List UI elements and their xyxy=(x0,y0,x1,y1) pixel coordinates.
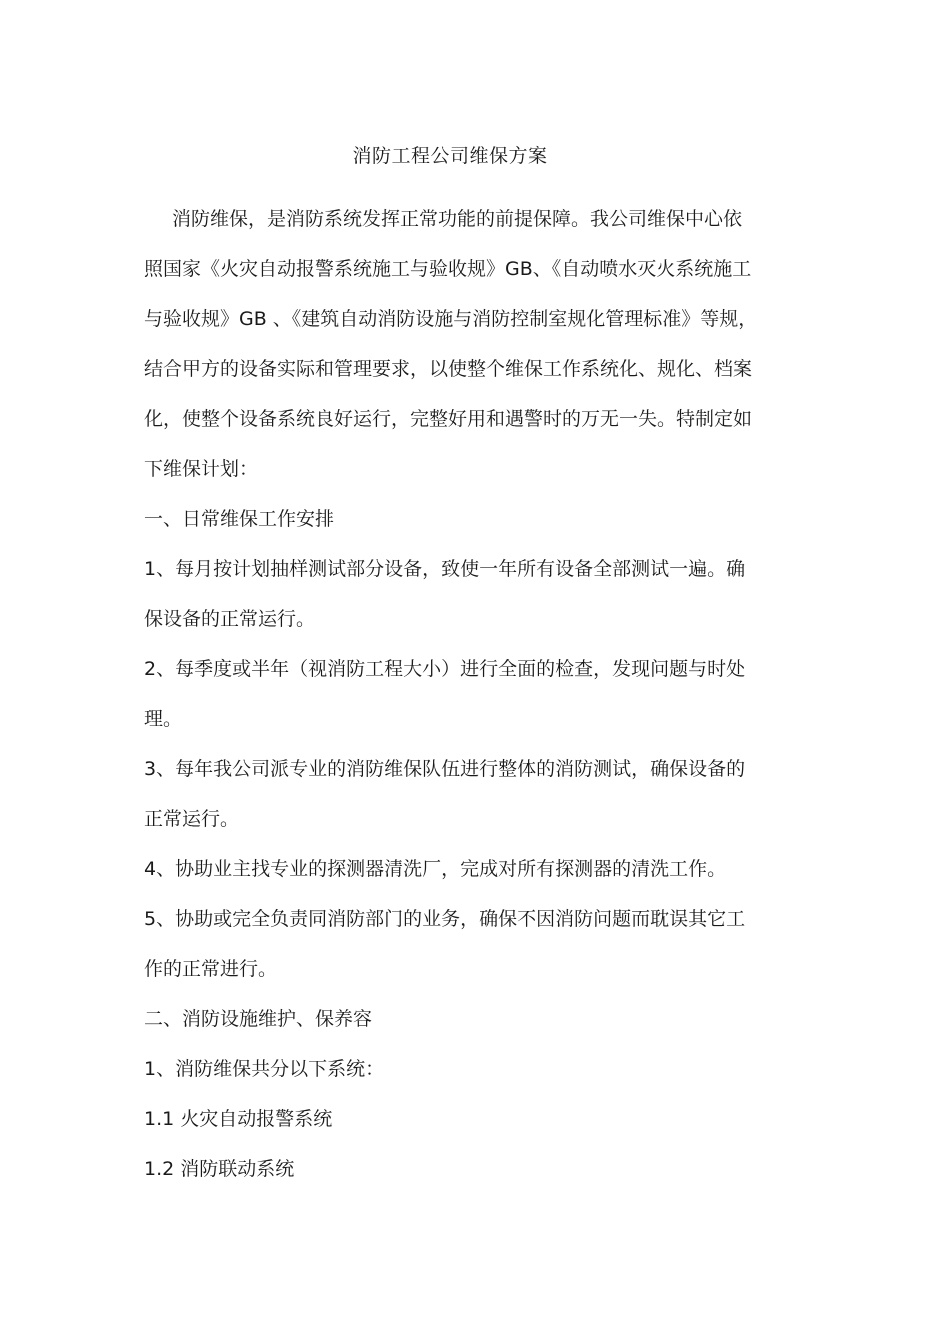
list-item: 3、每年我公司派专业的消防维保队伍进行整体的消防测试，确保设备的正常运行。 xyxy=(144,758,746,830)
document-title: 消防工程公司维保方案 xyxy=(352,145,548,167)
intro-paragraph: 消防维保，是消防系统发挥正常功能的前提保障。我公司维保中心依照国家《火灾自动报警系统施工与验收规》GB、《自动喷水灭火系统施工与验收规》GB 、《建筑自动消防设施与消防控制室规化管理标准》等规，结合甲方的设备实际和管理要求，以使整个维保工作系统化、规化、档案化，使整个设备系统良好运行，完整好用和遇警时的万无一失。特制定如下维保计划： xyxy=(144,208,758,480)
list-item: 1、消防维保共分以下系统： xyxy=(144,1058,385,1080)
section-heading-facility-maintenance: 二、消防设施维护、保养容 xyxy=(144,1008,373,1030)
list-item: 1、每月按计划抽样测试部分设备，致使一年所有设备全部测试一遍。确保设备的正常运行。 xyxy=(144,558,746,630)
section-heading-daily-maintenance: 一、日常维保工作安排 xyxy=(144,508,335,530)
sub-list-item: 1.1 火灾自动报警系统 xyxy=(144,1108,333,1130)
list-item: 5、协助或完全负责同消防部门的业务，确保不因消防问题而耽误其它工作的正常进行。 xyxy=(144,908,746,980)
list-item: 2、每季度或半年（视消防工程大小）进行全面的检查，发现问题与时处理。 xyxy=(144,658,746,730)
document-body xyxy=(144,194,760,1194)
sub-list-item: 1.2 消防联动系统 xyxy=(144,1158,295,1180)
list-item: 4、协助业主找专业的探测器清洗厂，完成对所有探测器的清洗工作。 xyxy=(144,858,727,880)
